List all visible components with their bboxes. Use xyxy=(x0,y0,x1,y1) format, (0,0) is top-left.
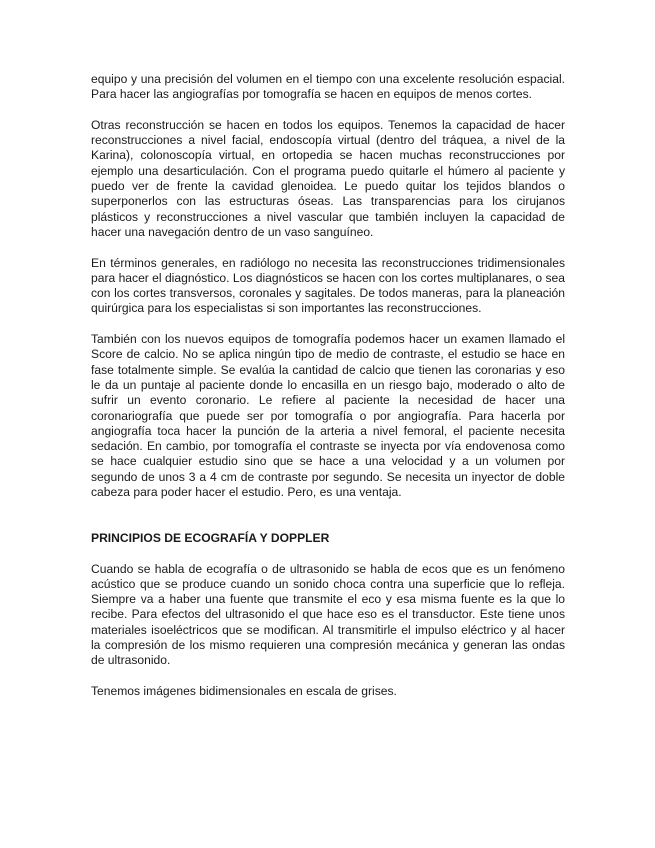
paragraph-reconstructions: Otras reconstrucción se hacen en todos los equipos. Tenemos la capacidad de hacer reconstrucciones a nivel facial, endoscopía virtual (dentro del tráquea, a nivel de la Karina), colonoscopía virtual, en ortopedia se hacen muchas reconstrucciones por ejemplo una desarticulación. Con el programa puedo quitarle el húmero al paciente y puedo ver de frente la cavidad glenoidea. Le puedo quitar los tejidos blandos o superponerlos con las estructuras óseas. Las transparencias para los cirujanos plásticos y reconstrucciones a nivel vascular que también incluyen la capacidad de hacer una navegación dentro de un vaso sanguíneo. xyxy=(91,117,565,239)
section-spacer xyxy=(91,516,565,531)
document-page xyxy=(91,72,565,714)
section-heading: PRINCIPIOS DE ECOGRAFÍA Y DOPPLER xyxy=(91,530,330,545)
paragraph-grayscale-images: Tenemos imágenes bidimensionales en escala de grises. xyxy=(91,683,397,698)
paragraph-tomography-precision: equipo y una precisión del volumen en el tiempo con una excelente resolución espacial. Para hacer las angiografías por tomografía se hacen en equipos de menos cortes. xyxy=(91,72,565,102)
paragraph-calcium-score: También con los nuevos equipos de tomografía podemos hacer un examen llamado el Score de calcio. No se aplica ningún tipo de medio de contraste, el estudio se hace en fase totalmente simple. Se evalúa la cantidad de calcio que tienen las coronarias y eso le da un puntaje al paciente donde lo encasilla en un riesgo bajo, moderado o alto de sufrir un evento coronario. Le refiere al paciente la necesidad de hacer una coronariografía que puede ser por tomografía o por angiografía. Para hacerla por angiografía toca hacer la punción de la arteria a nivel femoral, el paciente necesita sedación. En cambio, por tomografía el contraste se inyecta por vía endovenosa como se hace cualquier estudio sino que se hace a una velocidad y a un volumen por segundo de unos 3 a 4 cm de contraste por segundo. Se necesita un inyector de doble cabeza para poder hacer el estudio. Pero, es una ventaja. xyxy=(91,332,565,500)
paragraph-ultrasound-principles: Cuando se habla de ecografía o de ultrasonido se habla de ecos que es un fenómeno acústico que se produce cuando un sonido choca contra una superficie que lo refleja. Siempre va a haber una fuente que transmite el eco y esa misma fuente es la que lo recibe. Para efectos del ultrasonido el que hace eso es el transductor. Este tiene unos materiales isoeléctricos que se modifican. Al transmitirle el impulso eléctrico y al hacer la compresión de los mismo requieren una compresión mecánica y generan las ondas de ultrasonido. xyxy=(91,561,565,668)
paragraph-general-terms: En términos generales, en radiólogo no necesita las reconstrucciones tridimensionales para hacer el diagnóstico. Los diagnósticos se hacen con los cortes multiplanares, o sea con los cortes transversos, coronales y sagitales. De todos maneras, para la planeación quirúrgica para los especialistas si son importantes las reconstrucciones. xyxy=(91,255,565,316)
